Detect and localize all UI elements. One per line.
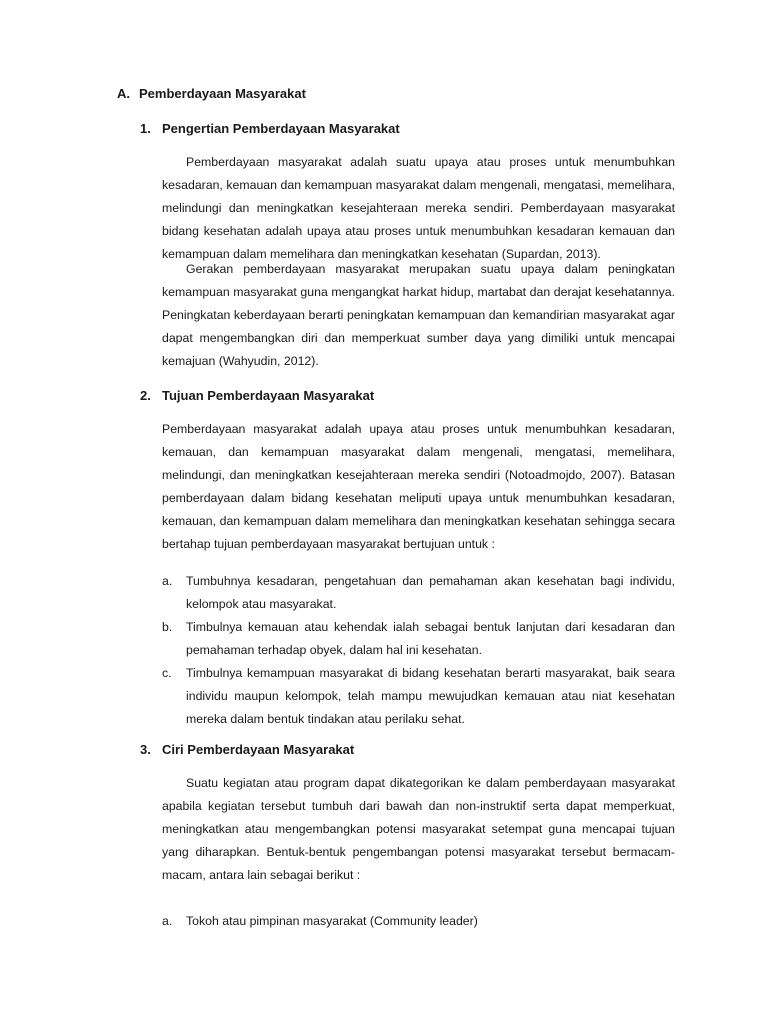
goals-list (162, 570, 675, 731)
list-item-letter: a. (162, 914, 173, 928)
subsection-title: Pengertian Pemberdayaan Masyarakat (162, 121, 400, 136)
paragraph-definition-2: Gerakan pemberdayaan masyarakat merupakan suatu upaya dalam peningkatan kemampuan masyarakat guna mengangkat harkat hidup, martabat dan derajat kesehatannya. Peningkatan keberdayaan berarti peningkatan kemampuan dan kemandirian masyarakat agar dapat mengembangkan diri dan memperkuat sumber daya yang dimiliki untuk mencapai kemajuan (Wahyudin, 2012). (162, 262, 675, 368)
subsection-number: 2. (140, 388, 151, 403)
section-title: Pemberdayaan Masyarakat (139, 86, 306, 101)
list-item-text: Tumbuhnya kesadaran, pengetahuan dan pemahaman akan kesehatan bagi individu, kelompok atau masyarakat. (186, 574, 675, 611)
subsection-title: Ciri Pemberdayaan Masyarakat (162, 742, 355, 757)
paragraph-goals: Pemberdayaan masyarakat adalah upaya atau proses untuk menumbuhkan kesadaran, kemauan, dan kemampuan masyarakat dalam mengenali, mengatasi, memelihara, melindungi, dan meningkatkan kesejahteraan mereka sendiri (Notoadmojdo, 2007). Batasan pemberdayaan dalam bidang kesehatan meliputi upaya untuk menumbuhkan kesadaran, kemauan, dan kemampuan dalam memelihara dan meningkatkan kesehatan sehingga secara bertahap tujuan pemberdayaan masyarakat bertujuan untuk : (162, 422, 675, 551)
subsection-heading-1 (140, 121, 400, 136)
subsection-heading-2 (140, 388, 374, 403)
section-heading (117, 86, 306, 101)
section-number: A. (117, 86, 130, 101)
subsection-title: Tujuan Pemberdayaan Masyarakat (162, 388, 375, 403)
paragraph-definition-1: Pemberdayaan masyarakat adalah suatu upaya atau proses untuk menumbuhkan kesadaran, kemauan dan kemampuan masyarakat dalam mengenali, mengatasi, memelihara, melindungi dan meningkatkan kesejahteraan mereka sendiri. Pemberdayaan masyarakat bidang kesehatan adalah upaya atau proses untuk menumbuhkan kesadaran kemauan dan kemampuan dalam memelihara dan meningkatkan kesehatan (Supardan, 2013). (162, 155, 675, 261)
subsection-heading-3 (140, 742, 354, 757)
list-item-letter: c. (162, 666, 172, 680)
subsection-number: 3. (140, 742, 151, 757)
list-item-letter: b. (162, 620, 173, 634)
subsection-number: 1. (140, 121, 151, 136)
paragraph-characteristics: Suatu kegiatan atau program dapat dikategorikan ke dalam pemberdayaan masyarakat apabila kegiatan tersebut tumbuh dari bawah dan non-instruktif serta dapat memperkuat, meningkatkan atau mengembangkan potensi masyarakat setempat guna mencapai tujuan yang diharapkan. Bentuk-bentuk pengembangan potensi masyarakat tersebut bermacam-macam, antara lain sebagai berikut : (162, 776, 675, 882)
list-item (162, 616, 675, 662)
list-item-text: Timbulnya kemampuan masyarakat di bidang kesehatan berarti masyarakat, baik seara individu maupun kelompok, telah mampu mewujudkan kemauan atau niat kesehatan mereka dalam bentuk tindakan atau perilaku sehat. (186, 666, 675, 726)
list-item-letter: a. (162, 574, 173, 588)
list-item-text: Timbulnya kemauan atau kehendak ialah sebagai bentuk lanjutan dari kesadaran dan pemahaman terhadap obyek, dalam hal ini kesehatan. (186, 620, 675, 657)
characteristics-list (162, 910, 675, 933)
list-item (162, 662, 675, 731)
list-item (162, 570, 675, 616)
list-item (162, 910, 675, 933)
list-item-text: Tokoh atau pimpinan masyarakat (Community leader) (186, 914, 478, 928)
